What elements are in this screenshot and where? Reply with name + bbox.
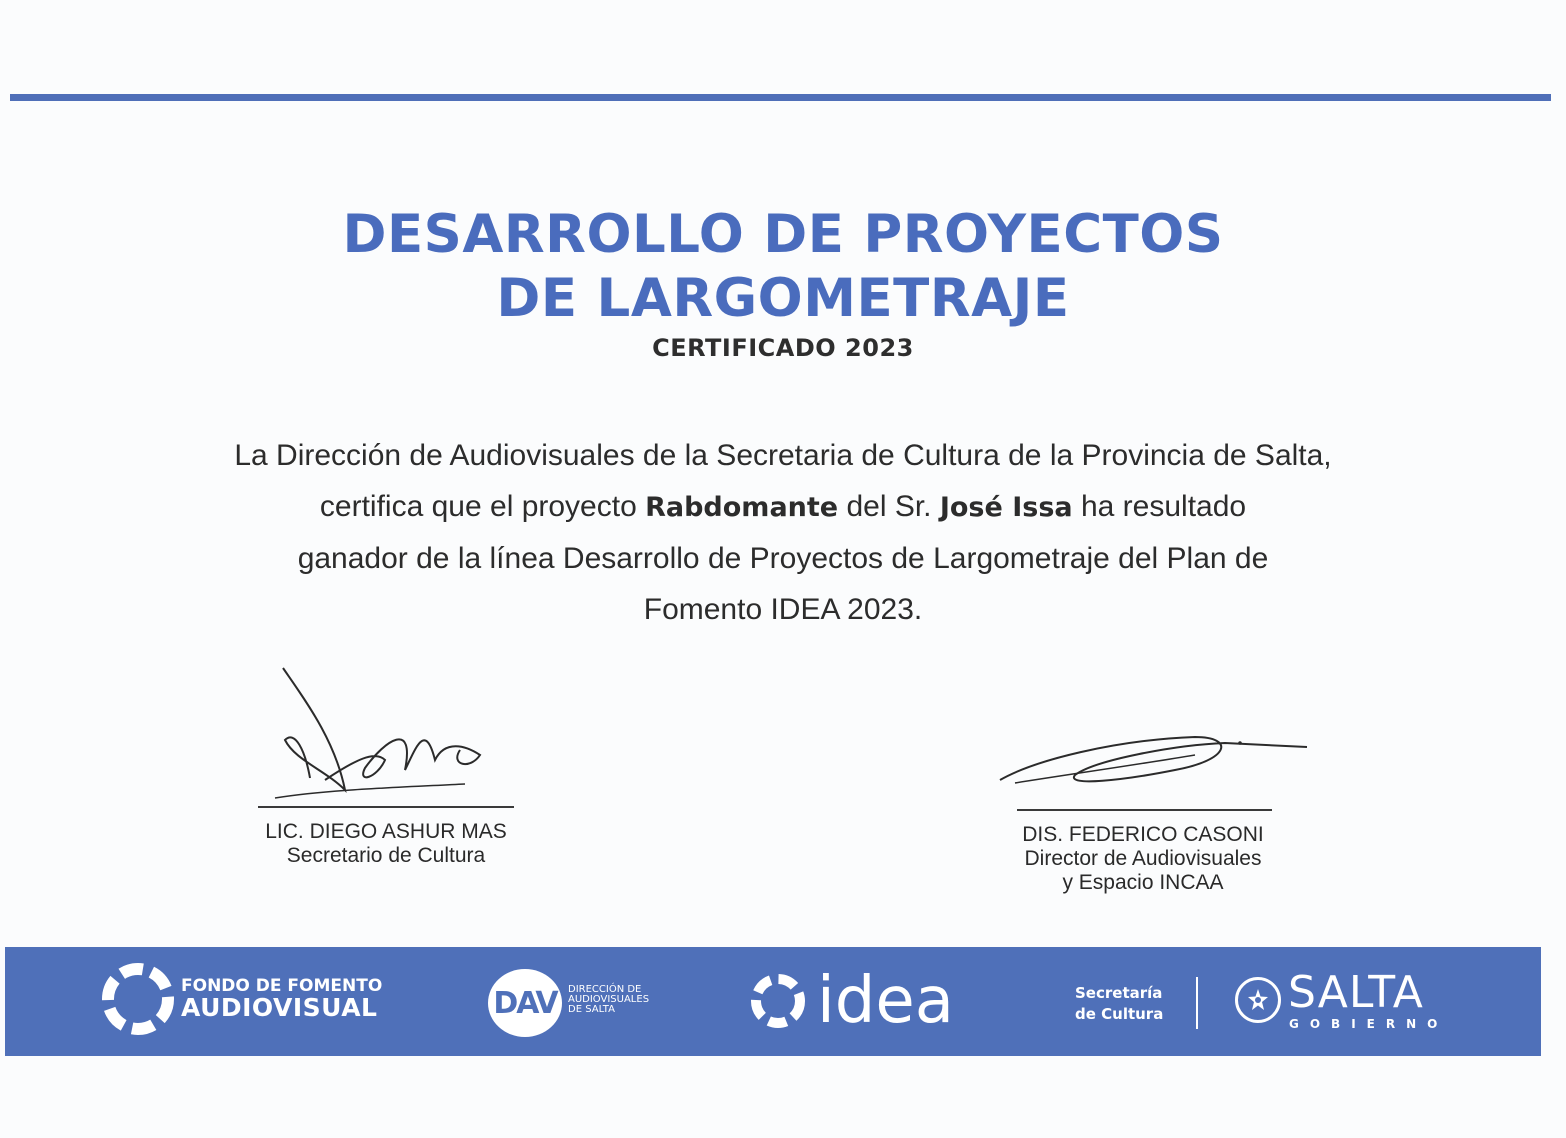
body-line-2-b: del Sr. xyxy=(838,490,940,523)
secretaria-line-1: Secretaría xyxy=(1075,984,1163,1002)
signatory-right-role-2: y Espacio INCAA xyxy=(1062,871,1224,894)
signature-line-right xyxy=(1017,809,1272,811)
body-line-4: Fomento IDEA 2023. xyxy=(643,593,923,626)
secretaria-line-2: de Cultura xyxy=(1075,1005,1164,1023)
body-line-1: La Dirección de Audiovisuales de la Secretaria de Cultura de la Provincia de Salta, xyxy=(234,439,1332,472)
signatory-left-name: LIC. DIEGO ASHUR MAS xyxy=(265,820,507,843)
body-line-2-a: certifica que el proyecto xyxy=(319,490,646,523)
footer-divider xyxy=(1196,977,1198,1029)
signatory-left-role: Secretario de Cultura xyxy=(286,844,486,867)
ffa-line-1: FONDO DE FOMENTO xyxy=(181,976,383,996)
signatory-right-role-1: Director de Audiovisuales xyxy=(1024,847,1262,870)
footer-band xyxy=(5,947,1541,1056)
dav-line-1: DIRECCIÓN DE xyxy=(568,984,642,995)
idea-logo-icon xyxy=(748,971,808,1031)
project-name: Rabdomante xyxy=(645,492,839,523)
body-line-2 xyxy=(170,481,1396,533)
dav-line-3: DE SALTA xyxy=(568,1004,615,1015)
salta-seal-icon xyxy=(1235,977,1281,1023)
signatory-left xyxy=(236,820,536,868)
certificate-title xyxy=(0,203,1566,331)
dav-logo-badge: DAV xyxy=(488,969,562,1037)
ffa-logo-text xyxy=(181,977,382,1021)
ffa-logo-icon xyxy=(102,963,174,1035)
person-name: José Issa xyxy=(939,492,1073,523)
top-rule xyxy=(10,94,1551,101)
certificate-subtitle: CERTIFICADO 2023 xyxy=(652,334,914,362)
dav-line-2: AUDIOVISUALES xyxy=(568,994,650,1005)
dav-logo-text xyxy=(568,985,649,1015)
title-line-2: DE LARGOMETRAJE xyxy=(496,268,1070,329)
signatory-right xyxy=(993,823,1293,895)
title-line-1: DESARROLLO DE PROYECTOS xyxy=(342,204,1224,265)
signature-line-left xyxy=(258,806,514,808)
ffa-line-2: AUDIOVISUAL xyxy=(181,993,378,1022)
salta-logo-text: SALTA xyxy=(1288,967,1424,1018)
signatory-right-name: DIS. FEDERICO CASONI xyxy=(1022,823,1264,846)
gobierno-text: GOBIERNO xyxy=(1289,1017,1449,1031)
body-line-2-c: ha resultado xyxy=(1072,490,1247,523)
signature-left xyxy=(265,660,505,805)
idea-logo-text: idea xyxy=(817,964,954,1038)
signature-right xyxy=(995,725,1315,795)
secretaria-cultura-text xyxy=(1075,983,1163,1025)
certificate-body xyxy=(170,430,1396,635)
body-line-3: ganador de la línea Desarrollo de Proyectos de Largometraje del Plan de xyxy=(297,542,1269,575)
